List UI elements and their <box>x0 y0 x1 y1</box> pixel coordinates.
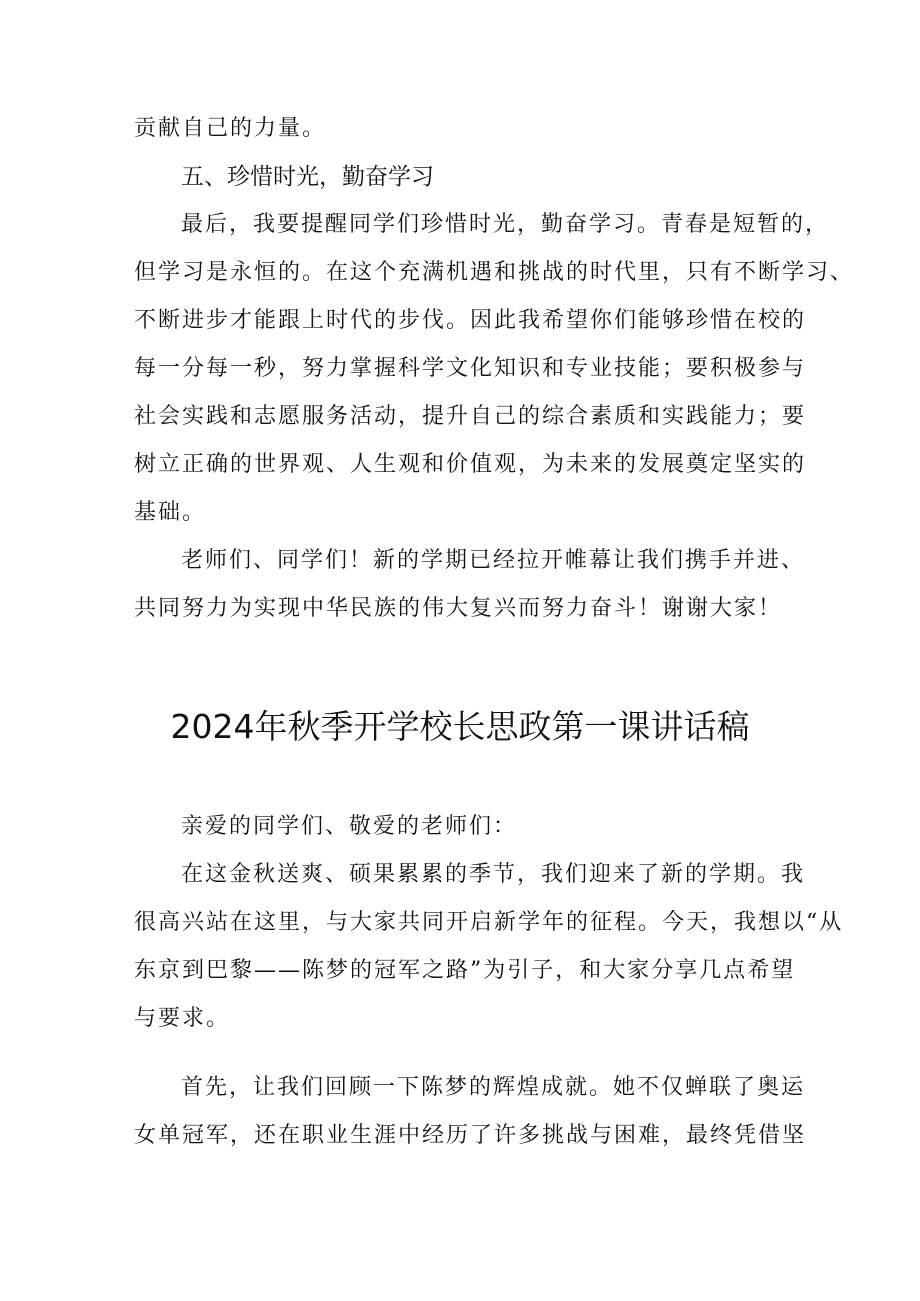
paragraph-line: 很高兴站在这里，与大家共同开启新学年的征程。今天，我想以“从 <box>134 910 844 935</box>
paragraph-line: 东京到巴黎——陈梦的冠军之路”为引子，和大家分享几点希望 <box>134 958 796 983</box>
paragraph-line: 老师们、同学们！新的学期已经拉开帷幕让我们携手并进、 <box>181 548 806 573</box>
paragraph-line: 每一分每一秒，努力掌握科学文化知识和专业技能；要积极参与 <box>134 356 807 381</box>
salutation: 亲爱的同学们、敬爱的老师们： <box>181 814 518 839</box>
paragraph-line: 共同努力为实现中华民族的伟大复兴而努力奋斗！谢谢大家！ <box>134 596 783 621</box>
paragraph-line: 在这金秋送爽、硕果累累的季节，我们迎来了新的学期。我 <box>181 862 806 887</box>
paragraph-line: 女单冠军，还在职业生涯中经历了许多挑战与困难，最终凭借坚 <box>134 1123 807 1148</box>
paragraph-line: 与要求。 <box>134 1006 231 1031</box>
paragraph-line: 首先，让我们回顾一下陈梦的辉煌成就。她不仅蝉联了奥运 <box>181 1075 806 1100</box>
paragraph-line: 最后，我要提醒同学们珍惜时光，勤奋学习。青春是短暂的， <box>181 212 830 237</box>
paragraph-line: 社会实践和志愿服务活动，提升自己的综合素质和实践能力；要 <box>134 404 807 429</box>
paragraph-line: 不断进步才能跟上时代的步伐。因此我希望你们能够珍惜在校的 <box>134 308 807 333</box>
document-title: 2024年秋季开学校长思政第一课讲话稿 <box>170 707 750 746</box>
carry-over-line: 贡献自己的力量。 <box>134 116 327 141</box>
section-heading: 五、珍惜时光，勤奋学习 <box>181 164 434 190</box>
paragraph-line: 基础。 <box>134 500 207 525</box>
paragraph-line: 树立正确的世界观、人生观和价值观，为未来的发展奠定坚实的 <box>134 452 807 477</box>
paragraph-line: 但学习是永恒的。在这个充满机遇和挑战的时代里，只有不断学习、 <box>134 260 855 285</box>
